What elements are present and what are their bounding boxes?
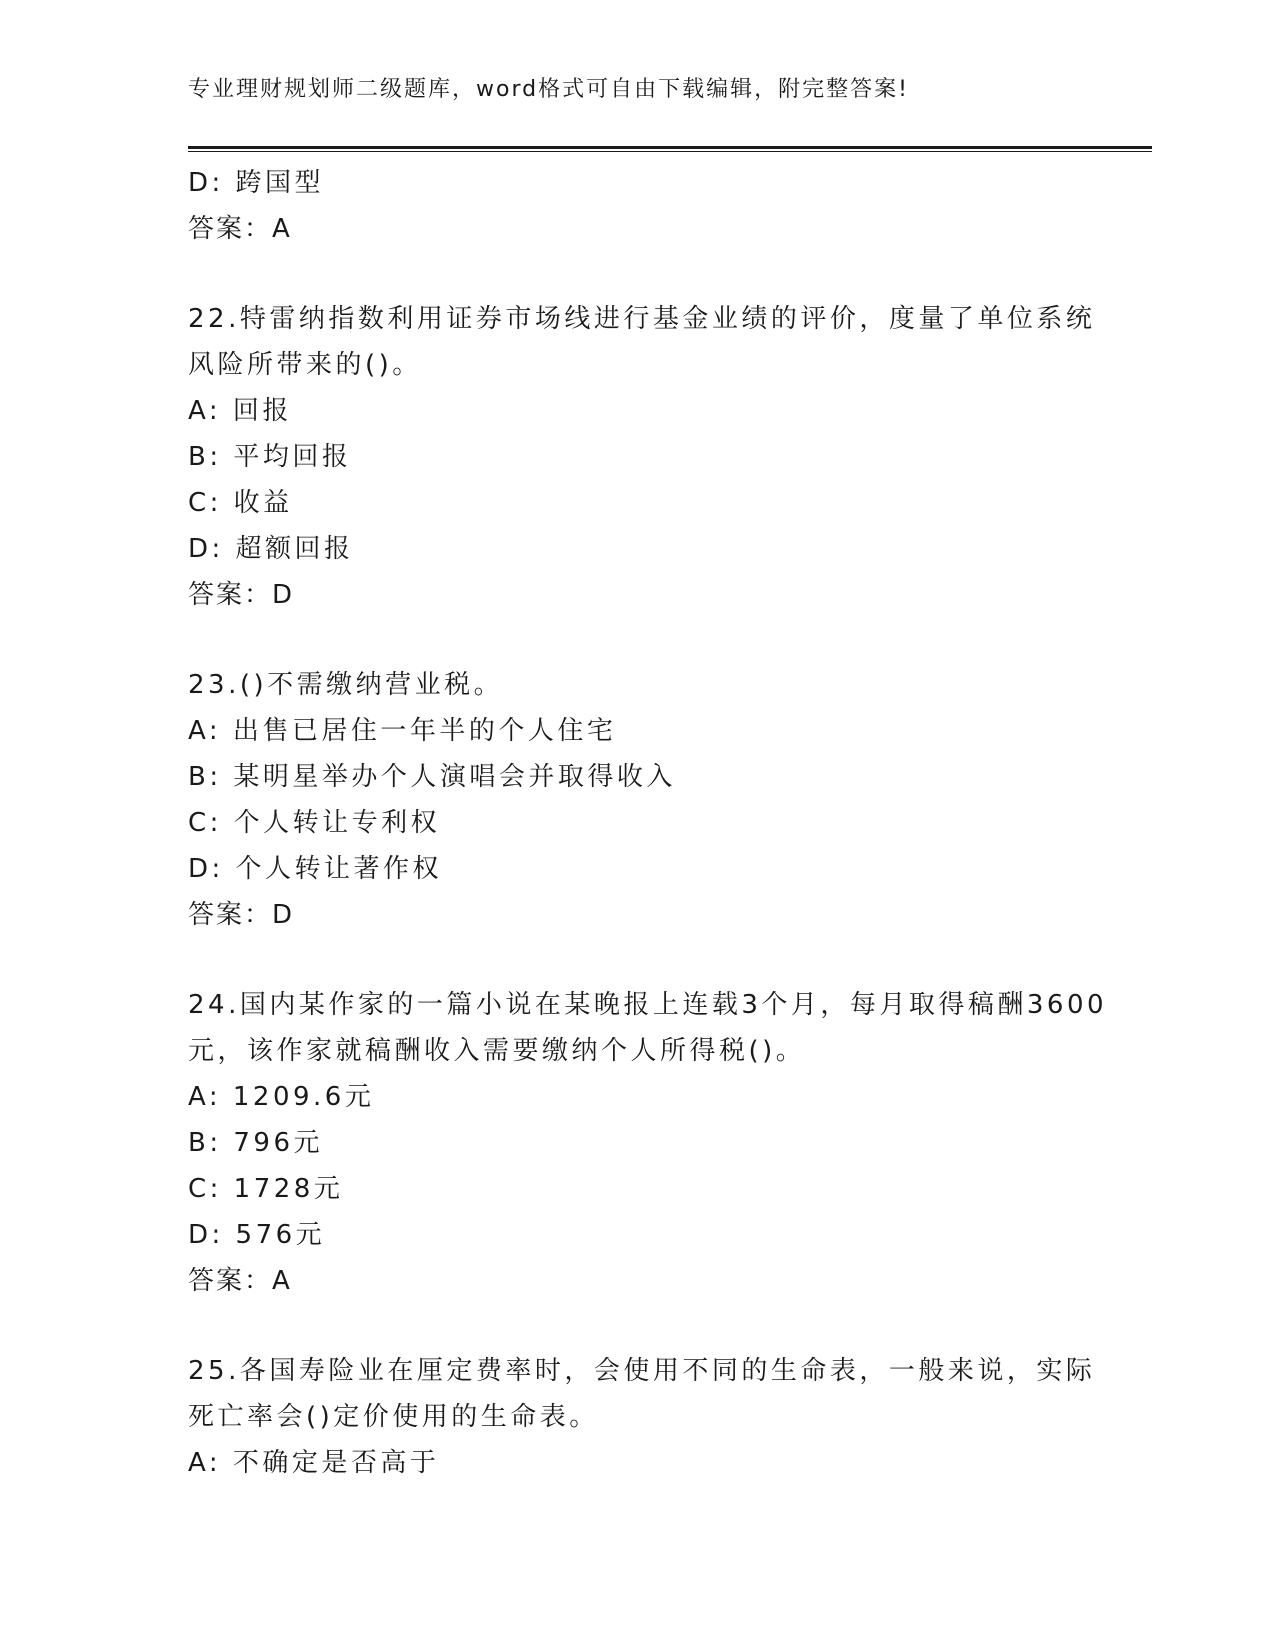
option-b: B: 某明星举办个人演唱会并取得收入 — [188, 762, 676, 792]
option-d: D: 超额回报 — [188, 534, 354, 564]
question-stem: 元，该作家就稿酬收入需要缴纳个人所得税()。 — [188, 1036, 806, 1066]
prev-answer: 答案：A — [188, 214, 292, 244]
option-b: B: 796元 — [188, 1128, 323, 1158]
answer: 答案：D — [188, 900, 295, 930]
question-23 — [188, 662, 1118, 938]
document-body — [188, 160, 1118, 1486]
option-d: D: 个人转让著作权 — [188, 854, 443, 884]
header-divider-thin — [188, 151, 1152, 152]
spacer — [188, 938, 1118, 982]
page-header: 专业理财规划师二级题库，word格式可自由下载编辑，附完整答案! — [188, 77, 909, 102]
prev-option-d: D: 跨国型 — [188, 168, 325, 198]
option-b: B: 平均回报 — [188, 442, 352, 472]
spacer — [188, 252, 1118, 296]
option-d: D: 576元 — [188, 1220, 326, 1250]
question-stem: 死亡率会()定价使用的生命表。 — [188, 1402, 599, 1432]
spacer — [188, 1304, 1118, 1348]
header-divider — [188, 146, 1152, 149]
option-a: A: 1209.6元 — [188, 1082, 375, 1112]
option-c: C: 1728元 — [188, 1174, 344, 1204]
option-a: A: 回报 — [188, 396, 292, 426]
question-stem: 23.()不需缴纳营业税。 — [188, 670, 504, 700]
question-22 — [188, 296, 1118, 618]
option-c: C: 收益 — [188, 488, 293, 518]
option-a: A: 不确定是否高于 — [188, 1448, 440, 1478]
question-stem: 22.特雷纳指数利用证券市场线进行基金业绩的评价，度量了单位系统 — [188, 304, 1096, 334]
spacer — [188, 618, 1118, 662]
option-c: C: 个人转让专利权 — [188, 808, 441, 838]
answer: 答案：A — [188, 1266, 292, 1296]
question-24 — [188, 982, 1118, 1304]
answer: 答案：D — [188, 580, 295, 610]
question-25 — [188, 1348, 1118, 1486]
question-stem: 风险所带来的()。 — [188, 350, 422, 380]
question-stem: 25.各国寿险业在厘定费率时，会使用不同的生命表，一般来说，实际 — [188, 1356, 1096, 1386]
question-stem: 24.国内某作家的一篇小说在某晚报上连载3个月，每月取得稿酬3600 — [188, 990, 1108, 1020]
option-a: A: 出售已居住一年半的个人住宅 — [188, 716, 617, 746]
